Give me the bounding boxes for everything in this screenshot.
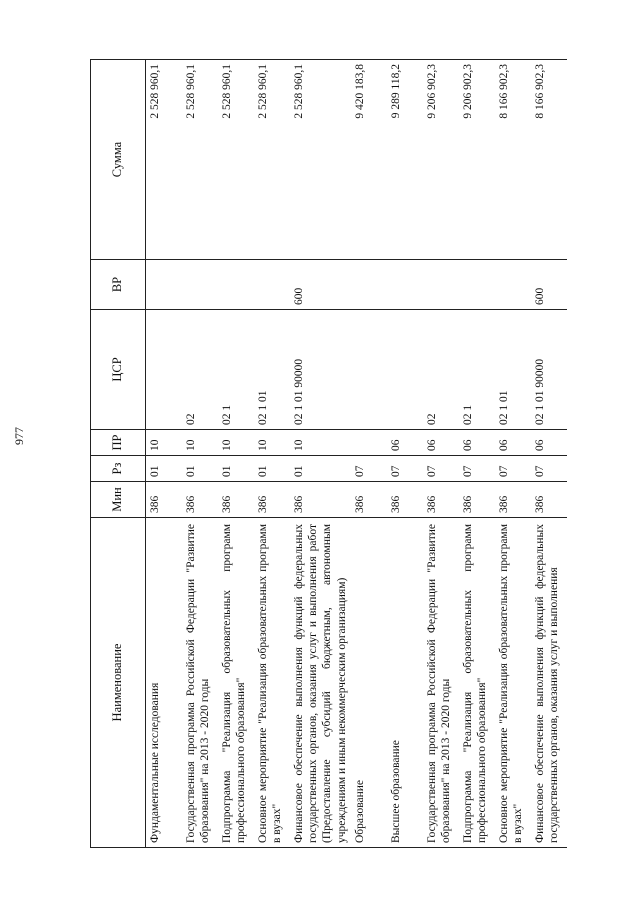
cell-rz: 07 [423, 456, 459, 482]
cell-min: 386 [254, 482, 290, 518]
cell-vr [423, 260, 459, 310]
cell-vr [218, 260, 254, 310]
cell-rz: 01 [290, 456, 352, 482]
cell-name: Фундаментальные исследования [146, 518, 182, 848]
page-number: 977 [12, 427, 26, 445]
header-rz: Рз [91, 456, 146, 482]
cell-csr: 02 1 01 [495, 310, 531, 430]
cell-csr: 02 1 01 [254, 310, 290, 430]
cell-min: 386 [182, 482, 218, 518]
cell-rz: 07 [495, 456, 531, 482]
budget-table [90, 59, 567, 848]
cell-sum: 8 166 902,3 [495, 60, 531, 260]
cell-csr [351, 310, 387, 430]
cell-vr [182, 260, 218, 310]
cell-min: 386 [495, 482, 531, 518]
header-vr: ВР [91, 260, 146, 310]
cell-pr: 06 [423, 430, 459, 456]
cell-sum: 9 289 118,2 [387, 60, 423, 260]
cell-min: 386 [531, 482, 567, 518]
cell-rz: 01 [254, 456, 290, 482]
cell-vr [387, 260, 423, 310]
rotated-table-container [90, 60, 615, 848]
cell-min: 386 [459, 482, 495, 518]
cell-rz: 07 [459, 456, 495, 482]
header-csr: ЦСР [91, 310, 146, 430]
cell-rz: 07 [531, 456, 567, 482]
table-row [218, 60, 254, 848]
table-header-row [91, 60, 146, 848]
table-row [459, 60, 495, 848]
cell-rz: 01 [218, 456, 254, 482]
cell-csr: 02 1 01 90000 [290, 310, 352, 430]
cell-pr: 10 [290, 430, 352, 456]
cell-rz: 01 [146, 456, 182, 482]
cell-pr: 06 [531, 430, 567, 456]
cell-min: 386 [387, 482, 423, 518]
cell-csr: 02 1 [459, 310, 495, 430]
cell-pr: 10 [218, 430, 254, 456]
cell-pr: 06 [459, 430, 495, 456]
cell-name: Основное мероприятие "Реализация образовательных программ в вузах" [495, 518, 531, 848]
cell-pr [351, 430, 387, 456]
cell-min: 386 [351, 482, 387, 518]
header-min: Мин [91, 482, 146, 518]
cell-csr: 02 1 01 90000 [531, 310, 567, 430]
table-row [531, 60, 567, 848]
cell-sum: 9 206 902,3 [459, 60, 495, 260]
cell-name: Финансовое обеспечение выполнения функций федеральных государственных органов, оказания услуг и выполнения [531, 518, 567, 848]
cell-name: Государственная программа Российской Федерации "Развитие образования" на 2013 - 2020 годы [182, 518, 218, 848]
cell-pr: 06 [387, 430, 423, 456]
cell-min: 386 [146, 482, 182, 518]
cell-vr: 600 [531, 260, 567, 310]
cell-rz: 07 [351, 456, 387, 482]
cell-rz: 01 [182, 456, 218, 482]
cell-min: 386 [423, 482, 459, 518]
cell-csr: 02 [423, 310, 459, 430]
cell-vr [495, 260, 531, 310]
cell-vr: 600 [290, 260, 352, 310]
cell-vr [254, 260, 290, 310]
table-row [182, 60, 218, 848]
table-row [146, 60, 182, 848]
cell-csr: 02 [182, 310, 218, 430]
table-row [351, 60, 387, 848]
header-pr: ПР [91, 430, 146, 456]
cell-sum: 2 528 960,1 [254, 60, 290, 260]
cell-min: 386 [218, 482, 254, 518]
header-name: Наименование [91, 518, 146, 848]
cell-sum: 2 528 960,1 [182, 60, 218, 260]
cell-csr: 02 1 [218, 310, 254, 430]
table-row [387, 60, 423, 848]
cell-sum: 2 528 960,1 [146, 60, 182, 260]
cell-sum: 2 528 960,1 [290, 60, 352, 260]
cell-name: Высшее образование [387, 518, 423, 848]
cell-name: Финансовое обеспечение выполнения функций федеральных государственных органов, оказания услуг и выполнения работ (Предоставление субсидий бюджетным, автономным учреждениям и иным некоммерческим организациям) [290, 518, 352, 848]
cell-pr: 06 [495, 430, 531, 456]
table-body [146, 60, 568, 848]
cell-name: Подпрограмма "Реализация образовательных программ профессионального образования" [218, 518, 254, 848]
cell-sum: 2 528 960,1 [218, 60, 254, 260]
cell-min: 386 [290, 482, 352, 518]
cell-name: Основное мероприятие "Реализация образовательных программ в вузах" [254, 518, 290, 848]
table-row [495, 60, 531, 848]
cell-pr: 10 [182, 430, 218, 456]
table-row [254, 60, 290, 848]
cell-name: Подпрограмма "Реализация образовательных программ профессионального образования" [459, 518, 495, 848]
cell-sum: 8 166 902,3 [531, 60, 567, 260]
table-row [423, 60, 459, 848]
cell-vr [146, 260, 182, 310]
cell-pr: 10 [254, 430, 290, 456]
cell-name: Образование [351, 518, 387, 848]
cell-vr [459, 260, 495, 310]
cell-sum: 9 420 183,8 [351, 60, 387, 260]
cell-rz: 07 [387, 456, 423, 482]
cell-csr [146, 310, 182, 430]
header-sum: Сумма [91, 60, 146, 260]
table-row [290, 60, 352, 848]
cell-pr: 10 [146, 430, 182, 456]
cell-csr [387, 310, 423, 430]
cell-name: Государственная программа Российской Федерации "Развитие образования" на 2013 - 2020 годы [423, 518, 459, 848]
cell-sum: 9 206 902,3 [423, 60, 459, 260]
cell-vr [351, 260, 387, 310]
